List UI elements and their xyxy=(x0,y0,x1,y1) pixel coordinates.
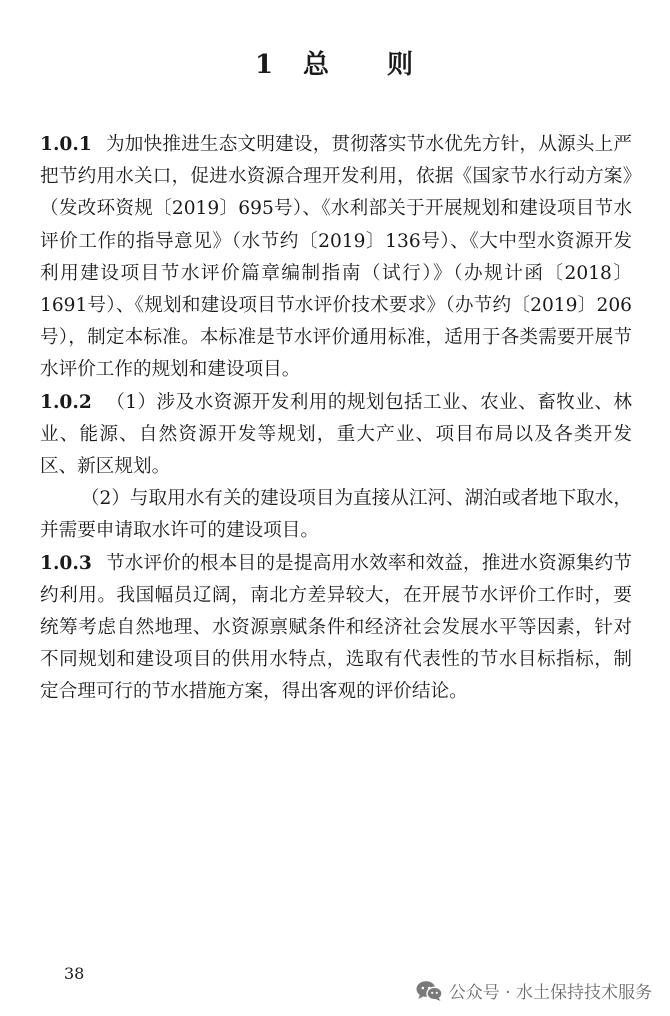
clause-number: 1.0.2 xyxy=(40,391,92,413)
clause-text: （1）涉及水资源开发利用的规划包括工业、农业、畜牧业、林业、能源、自然资源开发等规划，重大产业、项目布局以及各类开发区、新区规划。 xyxy=(40,391,632,478)
chapter-title-char-2: 则 xyxy=(387,50,416,80)
clause-text: 为加快推进生态文明建设，贯彻落实节水优先方针，从源头上严把节约用水关口，促进水资源合理开发利用，依据《国家节水行动方案》（发改环资规〔2019〕695号）、《水利部关于开展规划和建设项目节水评价工作的指导意见》（水节约〔2019〕136号）、《大中型水资源开发利用建设项目节水评价篇章编制指南（试行）》（办规计函〔2018〕1691号）、《规划和建设项目节水评价技术要求》（办节约〔2019〕206号），制定本标准。本标准是节水评价通用标准，适用于各类需要开展节水评价工作的规划和建设项目。 xyxy=(40,134,632,381)
watermark xyxy=(415,978,652,1003)
clause-1-0-3 xyxy=(40,548,632,709)
page-number: 38 xyxy=(64,964,85,983)
clause-1-0-2 xyxy=(40,387,632,484)
clause-number: 1.0.3 xyxy=(40,552,92,574)
clause-text: 节水评价的根本目的是提高用水效率和效益，推进水资源集约节约利用。我国幅员辽阔，南北方差异较大，在开展节水评价工作时，要统筹考虑自然地理、水资源禀赋条件和经济社会发展水平等因素，针对不同规划和建设项目的供用水特点，选取有代表性的节水目标指标，制定合理可行的节水措施方案，得出客观的评价结论。 xyxy=(40,552,632,703)
chapter-body xyxy=(40,129,632,709)
chapter-title-char-1: 总 xyxy=(303,50,332,80)
clause-1-0-1 xyxy=(40,129,632,387)
wechat-icon xyxy=(415,980,443,1002)
chapter-number: 1 xyxy=(254,50,276,80)
chapter-title xyxy=(0,44,670,81)
clause-1-0-2-item-2: （2）与取用水有关的建设项目为直接从江河、湖泊或者地下取水，并需要申请取水许可的建设项目。 xyxy=(40,488,632,542)
watermark-text: 公众号 · 水土保持技术服务 xyxy=(448,983,652,1003)
clause-number: 1.0.1 xyxy=(40,134,92,155)
